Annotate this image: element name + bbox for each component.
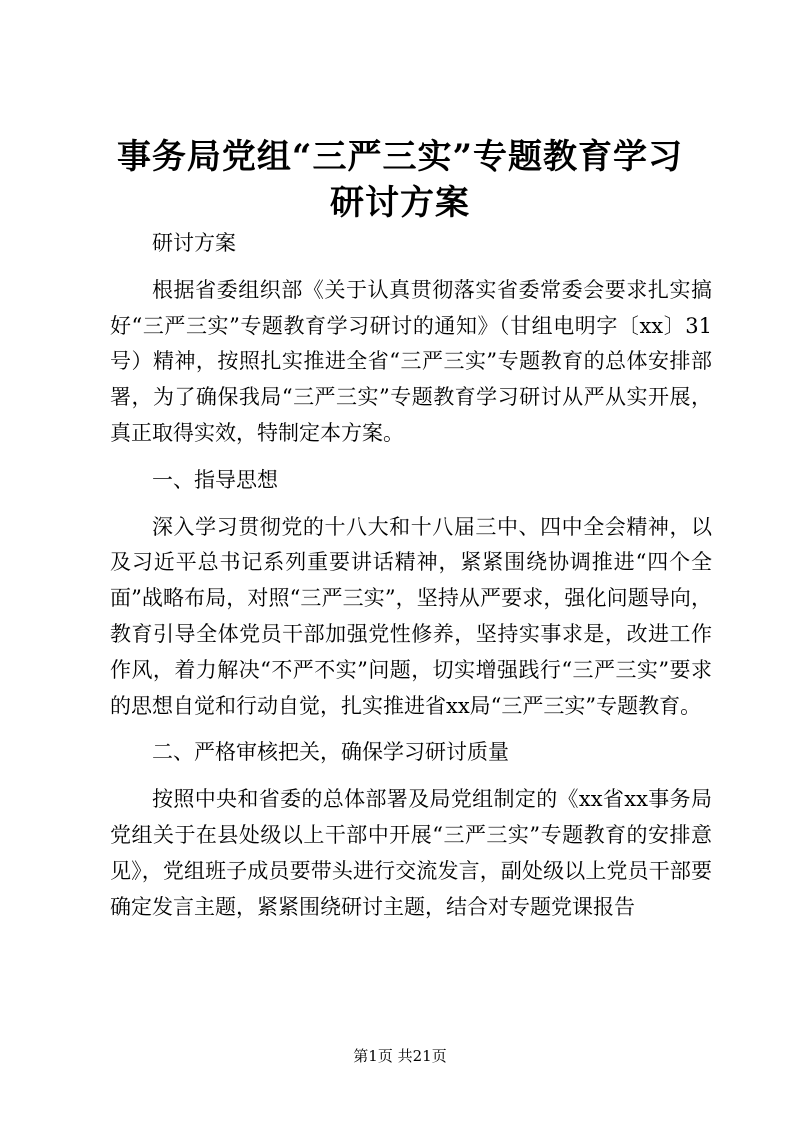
paragraph: 根据省委组织部《关于认真贯彻落实省委常委会要求扎实搞好“三严三实”专题教育学习研讨的通知》（甘组电明字〔xx〕31号）精神，按照扎实推进全省“三严三实”专题教育的总体安排部署，为了确保我局“三严三实”专题教育学习研讨从严从实开展，真正取得实效，特制定本方案。 [110, 277, 712, 445]
section-heading: 二、严格审核把关，确保学习研讨质量 [152, 740, 509, 765]
section-heading: 一、指导思想 [152, 467, 278, 492]
document-body [110, 226, 712, 936]
paragraph: 深入学习贯彻党的十八大和十八届三中、四中全会精神，以及习近平总书记系列重要讲话精神，紧紧围绕协调推进“四个全面”战略布局，对照“三严三实”，坚持从严要求，强化问题导向，教育引导全体党员干部加强党性修养，坚持实事求是，改进工作作风，着力解决“不严不实”问题，切实增强践行“三严三实”要求的思想自觉和行动自觉，扎实推进省xx局“三严三实”专题教育。 [110, 514, 712, 718]
paragraph: 研讨方案 [152, 231, 236, 255]
paragraph: 按照中央和省委的总体部署及局党组制定的《xx省xx事务局党组关于在县处级以上干部中开展“三严三实”专题教育的安排意见》，党组班子成员要带头进行交流发言，副处级以上党员干部要确定发言主题，紧紧围绕研讨主题，结合对专题党课报告 [110, 787, 712, 919]
page-number-footer: 第1页 共21页 [353, 1047, 447, 1065]
document-title: 事务局党组“三严三实”专题教育学习研讨方案 [116, 137, 684, 223]
